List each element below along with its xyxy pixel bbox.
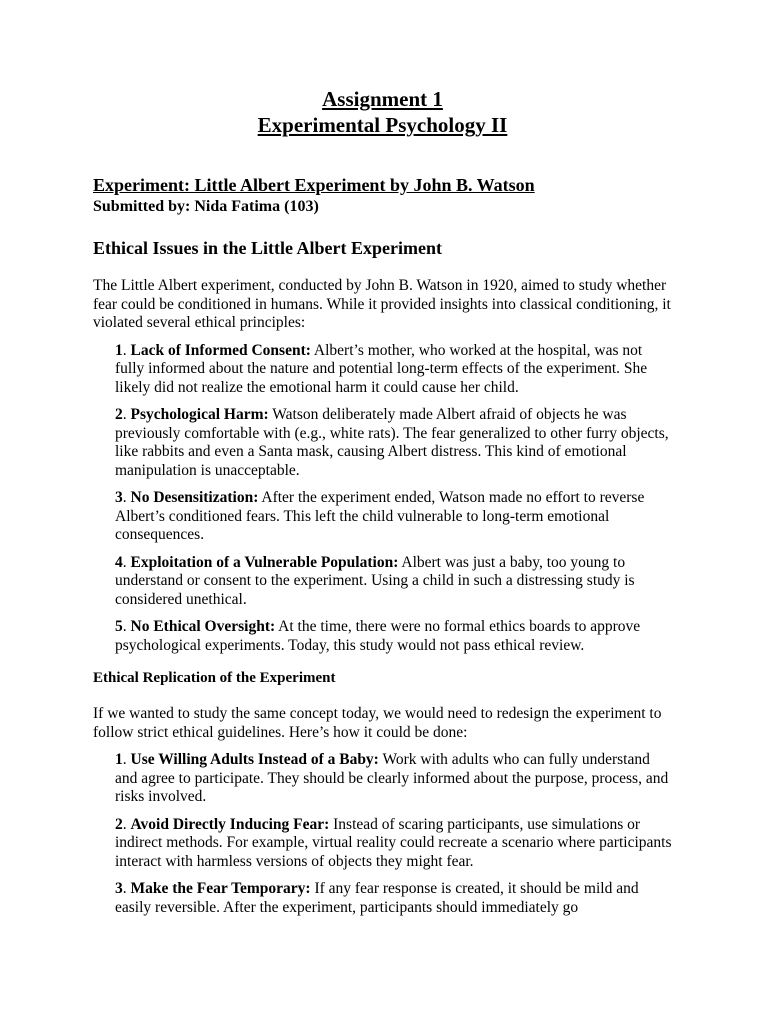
experiment-heading: Experiment: Little Albert Experiment by John B. Watson [93,175,535,195]
section-intro-ethical-replication: If we wanted to study the same concept today, we would need to redesign the experiment to follow strict ethical guidelines. Here’s how it could be done: [93,705,662,741]
list-item: 3. No Desensitization: After the experiment ended, Watson made no effort to reverse Albert’s conditioned fears. This left the child vulnerable to long-term emotional consequences. [115,489,645,543]
list-item-text: At the time, there were no formal ethics boards to approve psychological experiments. Today, this study would not pass ethical review. [115,618,641,654]
ethical-issues-list [93,342,672,656]
list-item-number: 1 [115,751,123,768]
document-title [93,86,672,138]
list-item-text: Watson deliberately made Albert afraid of objects he was previously comfortable with (e.g., white rats). The fear generalized to other furry objects, like rabbits and even a Santa mask, causing Albert distress. This kind of emotional manipulation is unacceptable. [115,406,669,479]
list-item-text: Albert’s mother, who worked at the hospital, was not fully informed about the nature and potential long-term effects of the experiment. She likely did not realize the emotional harm it could cause her child. [115,341,648,396]
list-item-number: 4 [115,553,123,571]
list-item: 2. Avoid Directly Inducing Fear: Instead of scaring participants, use simulations or indirect methods. For example, virtual reality could recreate a scenario where participants interact with harmless versions of objects they might fear. [115,815,672,870]
title-line-course: Experimental Psychology II [257,113,508,137]
list-item: 1. Use Willing Adults Instead of a Baby: Work with adults who can fully understand and agree to participate. They should be clearly informed about the purpose, process, and risks involved. [115,751,669,805]
list-item-number: 3 [115,489,123,506]
list-item-text: Albert was just a baby, too young to understand or consent to the experiment. Using a child in such a distressing study is considered unethical. [115,553,635,608]
list-item-number: 2 [115,815,123,833]
list-item: 2. Psychological Harm: Watson deliberately made Albert afraid of objects he was previously comfortable with (e.g., white rats). The fear generalized to other furry objects, like rabbits and even a Santa mask, causing Albert distress. This kind of emotional manipulation is unacceptable. [115,406,669,479]
section-heading-ethical-issues: Ethical Issues in the Little Albert Experiment [93,238,442,258]
list-item-term: Lack of Informed Consent: [130,341,311,359]
list-item: 3. Make the Fear Temporary: If any fear response is created, it should be mild and easily reversible. After the experiment, participants should immediately go [115,880,639,916]
list-item-term: Use Willing Adults Instead of a Baby: [130,751,379,768]
list-item-text: After the experiment ended, Watson made no effort to reverse Albert’s conditioned fears. This left the child vulnerable to long-term emotional consequences. [115,489,645,543]
list-item: 1. Lack of Informed Consent: Albert’s mother, who worked at the hospital, was not fully informed about the nature and potential long-term effects of the experiment. She likely did not realize the emotional harm it could cause her child. [115,341,648,396]
section-intro-ethical-issues: The Little Albert experiment, conducted by John B. Watson in 1920, aimed to study whether fear could be conditioned in humans. While it provided insights into classical conditioning, it violated several ethical principles: [93,277,671,331]
list-item-term: Exploitation of a Vulnerable Population: [130,553,399,571]
list-item-number: 3 [115,880,123,897]
list-item-term: No Desensitization: [130,489,259,506]
list-item-term: No Ethical Oversight: [130,618,276,635]
list-item-number: 5 [115,618,123,635]
list-item-text: Instead of scaring participants, use simulations or indirect methods. For example, virtual reality could recreate a scenario where participants interact with harmless versions of objects they might fear. [115,815,672,870]
list-item: 5. No Ethical Oversight: At the time, there were no formal ethics boards to approve psychological experiments. Today, this study would not pass ethical review. [115,618,641,654]
list-item-text: Work with adults who can fully understand and agree to participate. They should be clearly informed about the purpose, process, and risks involved. [115,751,669,805]
section-heading-ethical-replication: Ethical Replication of the Experiment [93,670,336,686]
list-item-term: Make the Fear Temporary: [130,880,311,897]
submitted-by: Submitted by: Nida Fatima (103) [93,198,319,215]
list-item: 4. Exploitation of a Vulnerable Population: Albert was just a baby, too young to understand or consent to the experiment. Using a child in such a distressing study is considered unethical. [115,553,635,608]
list-item-number: 1 [115,341,123,359]
list-item-text: If any fear response is created, it should be mild and easily reversible. After the experiment, participants should immediately go [115,880,639,916]
list-item-term: Avoid Directly Inducing Fear: [130,815,330,833]
title-line-assignment: Assignment 1 [322,87,443,111]
list-item-term: Psychological Harm: [130,406,269,423]
ethical-replication-list [93,751,672,917]
list-item-number: 2 [115,406,123,423]
